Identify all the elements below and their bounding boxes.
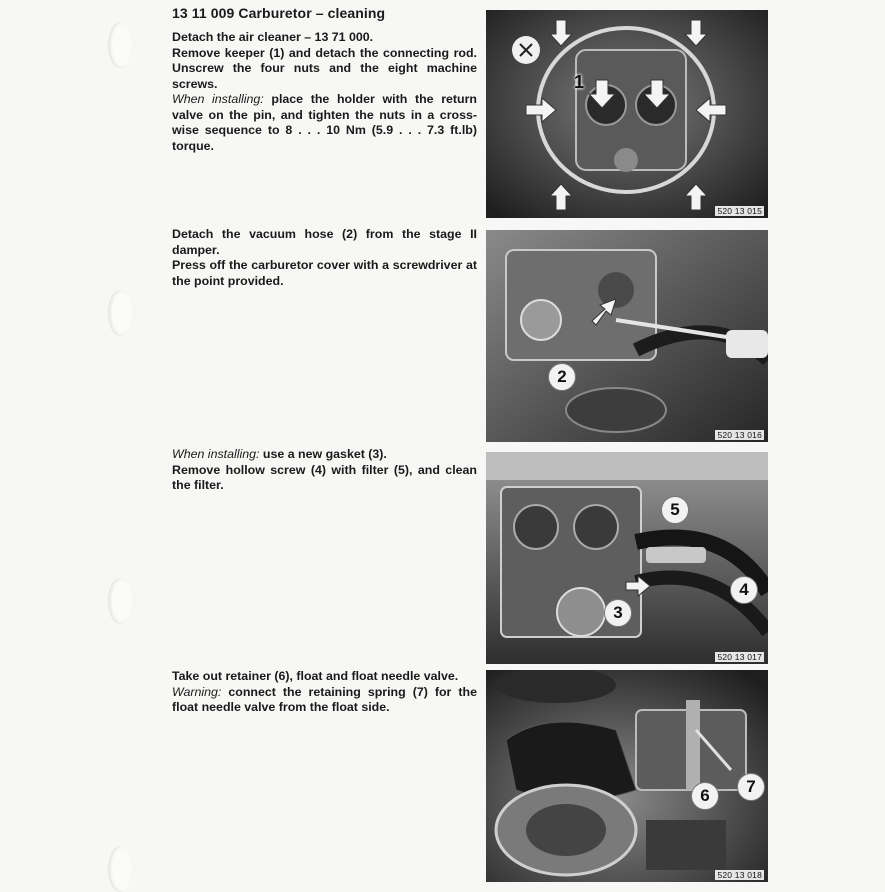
figure-520-13-017 [486, 452, 768, 664]
binder-hole [108, 290, 132, 336]
carburetor-top-photo [486, 10, 768, 218]
callout-7: 7 [737, 773, 765, 801]
figure-520-13-018 [486, 670, 768, 882]
callout-6: 6 [691, 782, 719, 810]
step-3-line-2: Remove hollow screw (4) with filter (5), and clean the filter. [172, 462, 477, 492]
figure-caption: 520 13 016 [717, 430, 762, 440]
step-4-text [172, 669, 477, 716]
warning-label: Warning: [172, 684, 222, 699]
callout-5: 5 [661, 496, 689, 524]
step-1-text [172, 30, 477, 154]
step-2-line-1: Detach the vacuum hose (2) from the stage II damper. [172, 227, 477, 257]
step-4-line-2-text: connect the retaining spring (7) for the float needle valve from the float side. [172, 684, 477, 714]
carburetor-cover-photo [486, 230, 768, 442]
float-chamber-photo [486, 670, 768, 882]
step-1-line-2: Remove keeper (1) and detach the connecting rod. Unscrew the four nuts and the eight machine screws. [172, 45, 477, 91]
step-4-line-1: Take out retainer (6), float and float needle valve. [172, 669, 459, 683]
step-3-text [172, 447, 477, 494]
figure-caption: 520 13 015 [717, 206, 762, 216]
step-2-text [172, 227, 477, 289]
figure-caption: 520 13 017 [717, 652, 762, 662]
step-1-line-3-text: place the holder with the return valve on the pin, and tighten the nuts in a cross-wise sequence to 8 . . . 10 Nm (5.9 . . . 7.3 ft.lb) torque. [172, 92, 477, 153]
step-3-line-1-text: use a new gasket (3). [262, 447, 387, 461]
carburetor-body-photo [486, 452, 768, 664]
step-1-line-1: Detach the air cleaner – 13 71 000. [172, 30, 374, 44]
figure-520-13-016 [486, 230, 768, 442]
callout-2: 2 [548, 363, 576, 391]
installing-note-label: When installing: [172, 447, 260, 461]
callout-3: 3 [604, 599, 632, 627]
figure-520-13-015 [486, 10, 768, 218]
callout-4: 4 [730, 576, 758, 604]
step-3-line-1 [172, 447, 477, 463]
binder-hole [108, 578, 132, 624]
section-title: 13 11 009 Carburetor – cleaning [172, 5, 386, 21]
figure-caption: 520 13 018 [717, 870, 762, 880]
binder-hole [108, 22, 132, 68]
callout-1: 1 [574, 72, 585, 92]
step-4-line-2 [172, 685, 477, 716]
binder-hole [108, 846, 132, 892]
step-1-line-3 [172, 92, 477, 154]
step-2-line-2: Press off the carburetor cover with a screwdriver at the point provided. [172, 258, 477, 288]
installing-note-label: When installing: [172, 92, 264, 106]
